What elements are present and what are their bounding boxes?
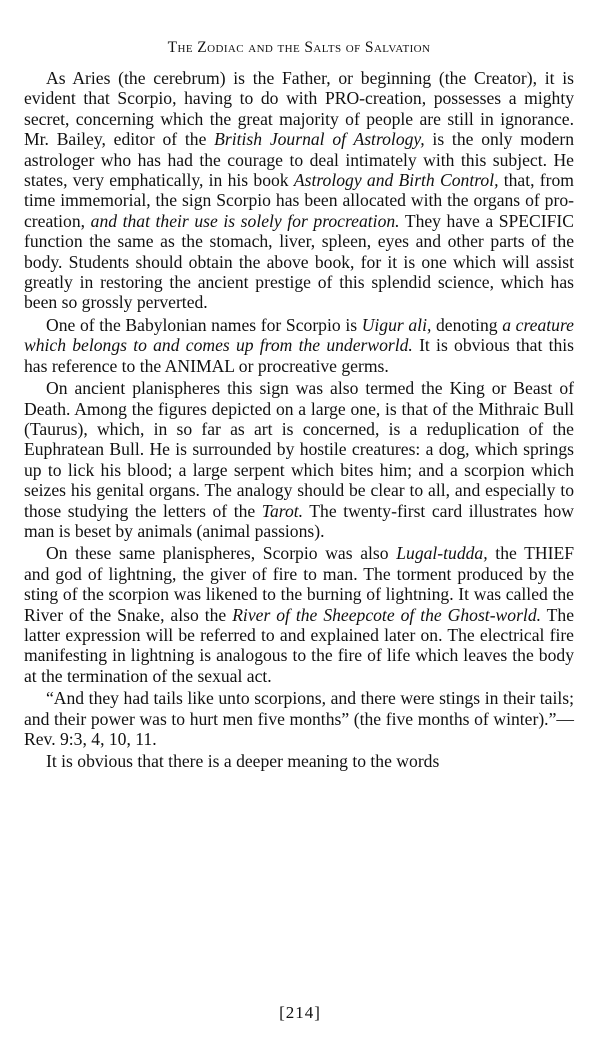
running-head: The Zodiac and the Salts of Salvation: [167, 39, 431, 56]
text-segment: denoting: [431, 314, 503, 335]
italic-term: Uigur ali,: [361, 314, 432, 335]
italic-emphasis: and that their use is solely for procreation.: [90, 210, 400, 231]
italic-title-astrology-birth-control: Astrology and Birth Control,: [293, 170, 499, 191]
italic-term: Tarot.: [261, 500, 304, 521]
text-segment: One of the Babylonian names for Scorpio is: [46, 314, 362, 335]
italic-title-british-journal: British Journal of Astrology,: [214, 129, 425, 150]
paragraph-1: [24, 68, 574, 313]
text-segment: On these same planispheres, Scorpio was also: [46, 543, 397, 564]
text-segment: It is obvious that this has reference to the ANIMAL or procreative germs.: [24, 335, 575, 376]
text-segment: is the only modern astrologer who has had the courage to deal intimately with this subject. He states, very emphatically, in his book: [24, 129, 574, 191]
italic-emphasis: a creature which belongs to and comes up from the underworld.: [24, 314, 574, 356]
text-segment: “And they had tails like unto scorpions, and there were stings in their tails; and their power was to hurt men five months” (the five months of winter).”—Rev. 9:3, 4, 10, 11.: [24, 688, 574, 749]
paragraph-2: [24, 315, 574, 376]
text-segment: On ancient planispheres this sign was also termed the King or Beast of Death. Among the figures depicted on a large one, is that of the Mithraic Bull (Taurus), which, in so far as art is concerned, is a reduplication of the Euphratean Bull. He is surrounded by hostile creatures: a dog, which springs up to lick his blood; a large serpent which bites him; and a scorpion which seizes his genital organs. The analogy should be clear to all, and especially to those studying the letters of the: [24, 378, 574, 521]
text-segment: The latter expression will be referred to and explained later on. The electrical fire manifesting in lightning is analogous to the fire of life which leaves the body at the termination of the sexual act.: [24, 604, 575, 686]
text-segment: the THIEF and god of lightning, the giver of fire to man. The torment produced by the sting of the scorpion was likened to the burning of lightning. It was called the River of the Snake, also the: [24, 543, 574, 625]
paragraph-quotation: [24, 688, 574, 749]
text-segment: that, from time immemorial, the sign Scorpio has been allocated with the organs of pro-creation,: [24, 170, 574, 231]
text-segment: As Aries (the cerebrum) is the Father, or beginning (the Creator), it is evident that Scorpio, having to do with PRO-creation, possesses a mighty secret, concerning which the great majority of people are still in ignorance. Mr. Bailey, editor of the: [24, 68, 574, 150]
body-text: [24, 68, 574, 772]
italic-term: Lugal-tudda,: [396, 543, 488, 564]
paragraph-4: [24, 543, 574, 686]
text-segment: They have a SPECIFIC function the same as the stomach, liver, spleen, eyes and other parts of the body. Students should obtain the above book, for it is one which will assist greatly in restoring the ancient prestige of this splendid science, which has been so grossly perverted.: [24, 210, 574, 313]
italic-term: River of the Sheepcote of the Ghost-world.: [232, 604, 542, 625]
text-segment: The twenty-first card illustrates how man is beset by animals (animal passions).: [24, 500, 574, 541]
page-number: [214]: [279, 1003, 321, 1022]
paragraph-6: [24, 751, 574, 771]
text-segment: It is obvious that there is a deeper meaning to the words: [46, 751, 440, 772]
paragraph-3: [24, 378, 574, 541]
